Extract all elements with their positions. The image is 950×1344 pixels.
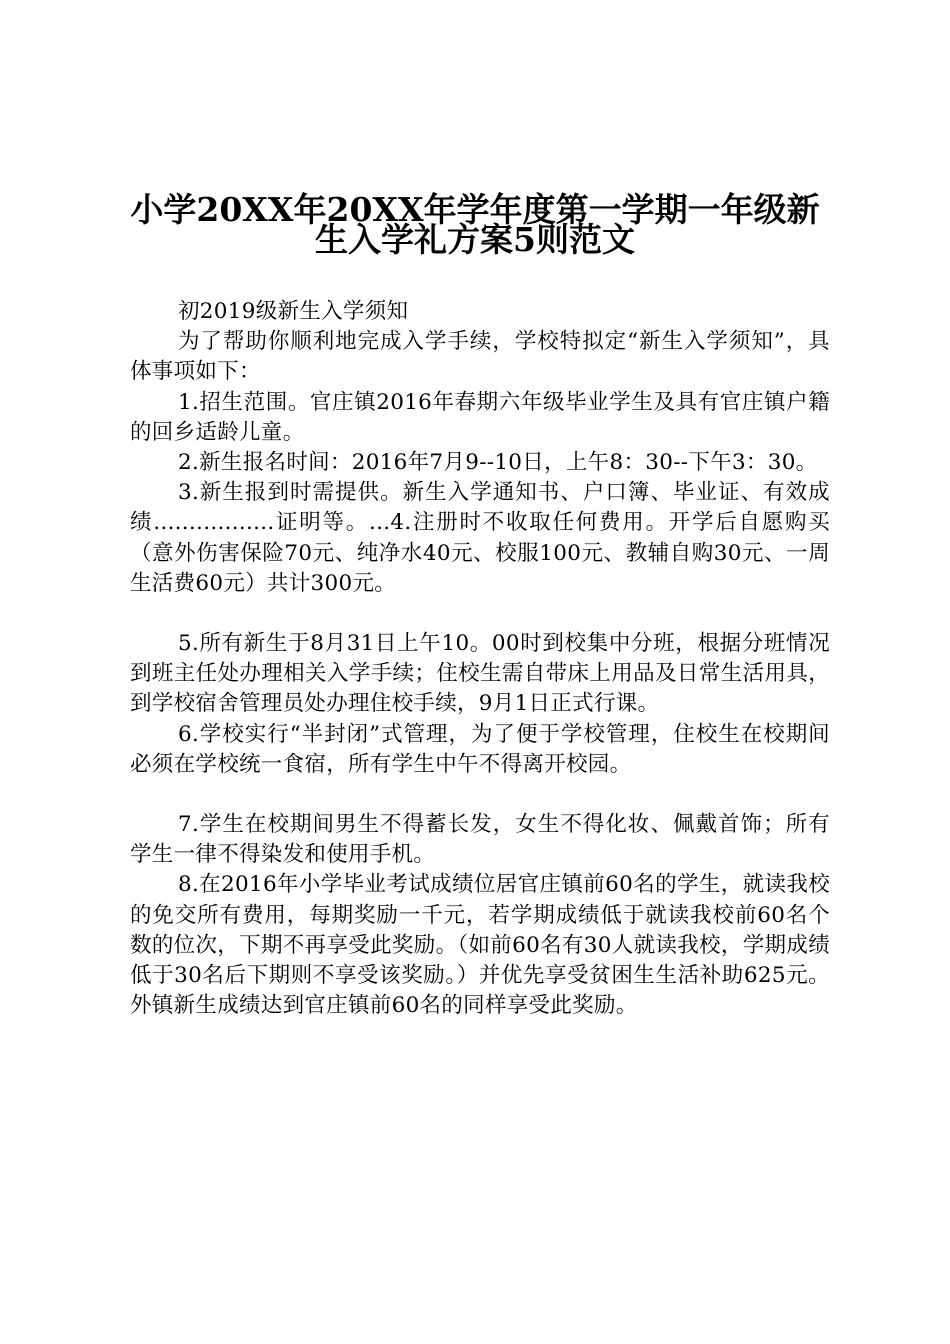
document-title-line-2: 生入学礼方案5则范文 — [315, 220, 635, 259]
paragraph-item-6: 6.学校实行“半封闭”式管理，为了便于学校管理，住校生在校期间必须在学校统一食宿，所有学生中午不得离开校园。 — [130, 721, 830, 777]
document-title-line-1: 小学20XX年20XX年学年度第一学期一年级新 — [130, 190, 820, 229]
paragraph-heading: 初2019级新生入学须知 — [178, 299, 409, 324]
paragraph-item-8: 8.在2016年小学毕业考试成绩位居官庄镇前60名的学生，就读我校的免交所有费用，每期奖励一千元，若学期成绩低于就读我校前60名个数的位次，下期不再享受此奖励。（如前60名有30人就读我校，学期成绩低于30名后下期则不享受该奖励。）并优先享受贫困生生活补助625元。外镇新生成绩达到官庄镇前60名的同样享受此奖励。 — [130, 872, 830, 1019]
paragraph-item-1: 1.招生范围。官庄镇2016年春期六年级毕业学生及具有官庄镇户籍的回乡适龄儿童。 — [130, 389, 830, 445]
paragraph-spacer — [130, 780, 830, 810]
paragraph-intro: 为了帮助你顺利地完成入学手续，学校特拟定“新生入学须知”，具体事项如下： — [130, 329, 830, 385]
paragraph-item-3-4: 3.新生报到时需提供。新生入学通知书、户口簿、毕业证、有效成绩.................证明等。...4.注册时不收取任何费用。开学后自愿购买（意外伤害保险70元、纯净水40元、校服100元、教辅自购30元、一周生活费60元）共计300元。 — [130, 480, 830, 596]
paragraph-spacer — [130, 599, 830, 629]
paragraph-item-2: 2.新生报名时间：2016年7月9--10日，上午8：30--下午3：30。 — [178, 450, 818, 476]
paragraph-item-5: 5.所有新生于8月31日上午10。00时到校集中分班，根据分班情况到班主任处办理相关入学手续；住校生需自带床上用品及日常生活用具，到学校宿舍管理员处办理住校手续，9月1日正式行课。 — [130, 631, 830, 717]
paragraph-item-7: 7.学生在校期间男生不得蓄长发，女生不得化妆、佩戴首饰；所有学生一律不得染发和使用手机。 — [130, 812, 830, 868]
document-body — [130, 297, 830, 1021]
